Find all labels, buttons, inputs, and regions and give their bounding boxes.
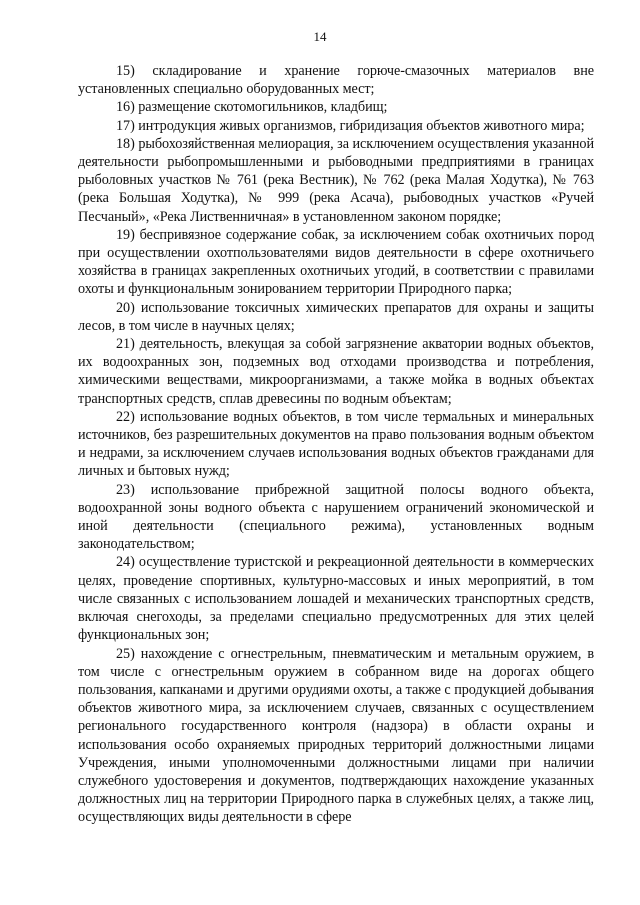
list-item-24: 24) осуществление туристской и рекреационной деятельности в коммерческих целях, проведение спортивных, культурно-массовых и иных мероприятий, в том числе связанных с использованием лошадей и механических транспортных средств, включая снегоходы, за пределами специально предусмотренных для этих целей функциональных зон; [78,554,594,644]
page-number: 14 [313,29,327,44]
list-item-20: 20) использование токсичных химических препаратов для охраны и защиты лесов, в том числе в научных целях; [78,299,594,334]
list-item-18: 18) рыбохозяйственная мелиорация, за исключением осуществления указанной деятельности рыбопромышленными и рыбоводными предприятиями в границах рыболовных участков № 761 (река Вестник), № 762 (река Малая Ходутка), № 763 (река Большая Ходутка), № 999 (река Асача), рыбоводных участков «Ручей Песчаный», «Река Лиственничная» в установленном законом порядке; [78,135,594,225]
list-item-16: 16) размещение скотомогильников, кладбищ; [116,99,388,116]
document-body [78,62,594,827]
list-item-19: 19) беспривязное содержание собак, за исключением собак охотничьих пород при осуществлении охотпользователями видов деятельности в сфере охотничьего хозяйства в границах закрепленных охотничьих угодий, в соответствии с правилами охоты и функциональным зонированием территории Природного парка; [78,226,594,298]
list-item-15: 15) складирование и хранение горюче-смазочных материалов вне установленных специально оборудованных мест; [78,63,594,98]
list-item-23: 23) использование прибрежной защитной полосы водного объекта, водоохранной зоны водного объекта с нарушением ограничений экономической и иной деятельности (специального режима), установленных водным законодательством; [78,481,594,553]
list-item-17: 17) интродукция живых организмов, гибридизация объектов животного мира; [116,117,585,134]
list-item-25: 25) нахождение с огнестрельным, пневматическим и метальным оружием, в том числе с огнестрельным оружием в собранном виде на дорогах общего пользования, капканами и другими орудиями охоты, а также с продукцией добывания объектов животного мира, за исключением случаев, связанных с осуществлением регионального государственного контроля (надзора) в области охраны и использования особо охраняемых природных территорий должностными лицами Учреждения, иными уполномоченными должностными лицами при наличии служебного удостоверения и документов, подтверждающих нахождение указанных должностных лиц на территории Природного парка в служебных целях, а также лиц, осуществляющих виды деятельности в сфере [78,645,594,826]
list-item-21: 21) деятельность, влекущая за собой загрязнение акватории водных объектов, их водоохранных зон, подземных вод отходами производства и потребления, химическими веществами, микроорганизмами, а также мойка в водных объектах транспортных средств, сплав древесины по водным объектам; [78,336,594,407]
list-item-22: 22) использование водных объектов, в том числе термальных и минеральных источников, без разрешительных документов на право пользования водным объектом и недрами, за исключением случаев использования водных объектов гражданами для личных и бытовых нужд; [78,408,594,480]
